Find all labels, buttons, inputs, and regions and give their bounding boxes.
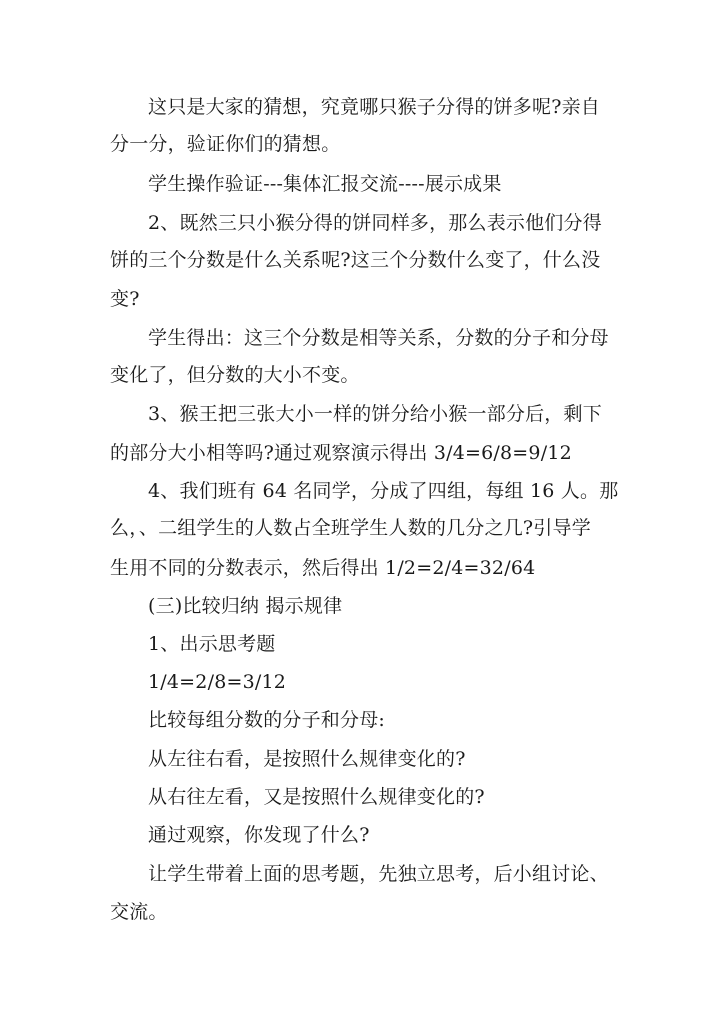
text-line: 么，、二组学生的人数占全班学生人数的几分之几?引导学 xyxy=(110,517,591,539)
text-line: 学生得出：这三个分数是相等关系，分数的分子和分母 xyxy=(148,327,609,349)
text-line: 3、猴王把三张大小一样的饼分给小猴一部分后，剩下 xyxy=(148,403,602,425)
text-line: 变化了，但分数的大小不变。 xyxy=(110,364,360,386)
text-line: 从右往左看，又是按照什么规律变化的? xyxy=(148,786,485,808)
text-line: 这只是大家的猜想，究竟哪只猴子分得的饼多呢?亲自 xyxy=(148,96,600,118)
text-line: 从左往右看，是按照什么规律变化的? xyxy=(148,748,466,770)
text-line: 分一分，验证你们的猜想。 xyxy=(110,133,341,155)
text-line: 1、出示思考题 xyxy=(148,633,276,655)
text-line: 变? xyxy=(110,288,140,310)
text-line: 2、既然三只小猴分得的饼同样多，那么表示他们分得 xyxy=(148,212,602,234)
text-line: 的部分大小相等吗?通过观察演示得出 3/4=6/8=9/12 xyxy=(110,442,572,464)
text-line: 生用不同的分数表示，然后得出 1/2=2/4=32/64 xyxy=(110,557,536,579)
text-line: 让学生带着上面的思考题，先独立思考，后小组讨论、 xyxy=(148,863,609,885)
text-line: 饼的三个分数是什么关系呢?这三个分数什么变了，什么没 xyxy=(110,249,601,271)
text-line: 通过观察，你发现了什么? xyxy=(148,824,370,846)
text-line: 4、我们班有 64 名同学，分成了四组，每组 16 人。那 xyxy=(148,480,619,502)
text-line: 比较每组分数的分子和分母: xyxy=(148,709,386,731)
section-heading: (三)比较归纳 揭示规律 xyxy=(148,595,343,617)
text-line: 交流。 xyxy=(110,901,168,923)
text-line: 学生操作验证---集体汇报交流----展示成果 xyxy=(148,173,502,195)
text-line: 1/4=2/8=3/12 xyxy=(148,671,287,693)
